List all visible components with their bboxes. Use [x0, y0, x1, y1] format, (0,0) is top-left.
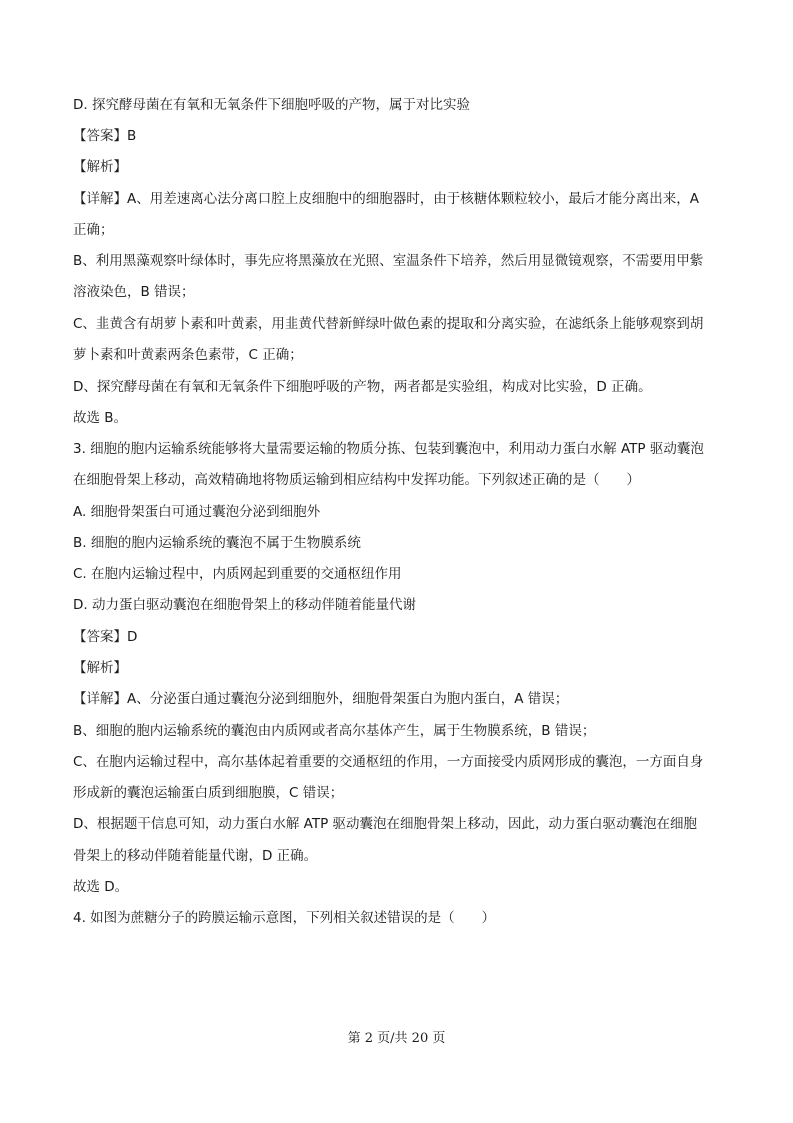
- option-b-q3: B. 细胞的胞内运输系统的囊泡不属于生物膜系统: [73, 535, 361, 551]
- detail-q2-line2: 正确；: [73, 222, 114, 238]
- detail-q2-line4: 溶液染色，B 错误；: [73, 284, 195, 300]
- detail-q2-line1: 【详解】A、用差速离心法分离口腔上皮细胞中的细胞器时，由于核糖体颗粒较小，最后才能分离出来，A: [73, 191, 699, 207]
- detail-q2-line3: B、利用黑藻观察叶绿体时，事先应将黑藻放在光照、室温条件下培养，然后用显微镜观察，不需要用甲紫: [73, 253, 704, 269]
- option-c-q3: C. 在胞内运输过程中，内质网起到重要的交通枢纽作用: [73, 566, 402, 582]
- detail-q2-line5: C、韭黄含有胡萝卜素和叶黄素，用韭黄代替新鲜绿叶做色素的提取和分离实验，在滤纸条上能够观察到胡: [73, 316, 704, 332]
- analysis-label-q3: 【解析】: [73, 660, 127, 676]
- detail-q2-line7: D、探究酵母菌在有氧和无氧条件下细胞呼吸的产物，两者都是实验组，构成对比实验，D 正确。: [73, 379, 652, 395]
- option-d-q2: D. 探究酵母菌在有氧和无氧条件下细胞呼吸的产物，属于对比实验: [73, 97, 470, 113]
- option-d-q3: D. 动力蛋白驱动囊泡在细胞骨架上的移动伴随着能量代谢: [73, 597, 416, 613]
- answer-q3: 【答案】D: [73, 629, 138, 645]
- choice-q2: 故选 B。: [73, 410, 128, 426]
- detail-q2-line6: 萝卜素和叶黄素两条色素带，C 正确；: [73, 347, 303, 363]
- question-3-line2: 在细胞骨架上移动，高效精确地将物质运输到相应结构中发挥功能。下列叙述正确的是（ ）: [73, 472, 640, 488]
- answer-q2: 【答案】B: [73, 128, 137, 144]
- option-a-q3: A. 细胞骨架蛋白可通过囊泡分泌到细胞外: [73, 504, 321, 520]
- detail-q3-line4: 形成新的囊泡运输蛋白质到细胞膜，C 错误；: [73, 785, 344, 801]
- detail-q3-line3: C、在胞内运输过程中，高尔基体起着重要的交通枢纽的作用，一方面接受内质网形成的囊泡，一方面自身: [73, 754, 704, 770]
- question-3-line1: 3. 细胞的胞内运输系统能够将大量需要运输的物质分拣、包装到囊泡中，利用动力蛋白水解 ATP 驱动囊泡: [73, 441, 704, 457]
- detail-q3-line1: 【详解】A、分泌蛋白通过囊泡分泌到细胞外，细胞骨架蛋白为胞内蛋白，A 错误；: [73, 691, 569, 707]
- question-4: 4. 如图为蔗糖分子的跨膜运输示意图，下列相关叙述错误的是（ ）: [73, 910, 496, 926]
- detail-q3-line5: D、根据题干信息可知，动力蛋白水解 ATP 驱动囊泡在细胞骨架上移动，因此，动力蛋白驱动囊泡在细胞: [73, 816, 698, 832]
- choice-q3: 故选 D。: [73, 879, 129, 895]
- detail-q3-line6: 骨架上的移动伴随着能量代谢，D 正确。: [73, 848, 318, 864]
- analysis-label-q2: 【解析】: [73, 159, 127, 175]
- page-footer: 第 2 页/共 20 页: [347, 1031, 446, 1046]
- detail-q3-line2: B、细胞的胞内运输系统的囊泡由内质网或者高尔基体产生，属于生物膜系统，B 错误；: [73, 723, 596, 739]
